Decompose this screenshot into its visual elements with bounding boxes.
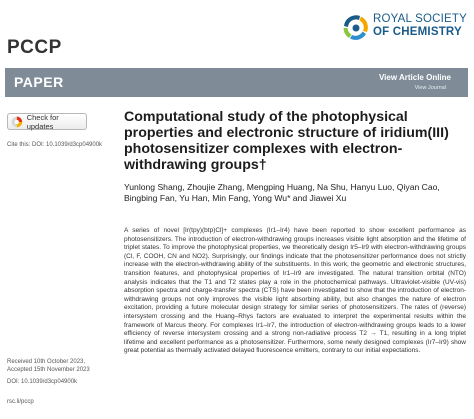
doi-text: DOI: 10.1039/d3cp04900k [7, 379, 78, 385]
author-list: Yunlong Shang, Zhoujie Zhang, Mengping Huang, Na Shu, Hanyu Luo, Qiyan Cao, Bingbing Fan, Yu Han, Min Fang, Yong Wu* and Jiawei Xu [124, 182, 440, 203]
article-title: Computational study of the photophysical properties and electronic structure of iridium(III) photosensitizer complexes with electron-withdrawing groups† [124, 109, 449, 173]
check-for-updates-button[interactable] [7, 113, 87, 130]
accepted-date: Accepted 15th November 2023 [7, 367, 90, 373]
crossmark-icon [11, 116, 23, 128]
journal-name: PCCP [7, 37, 62, 58]
article-dates [7, 358, 90, 374]
received-date: Received 10th October 2023, [7, 359, 86, 365]
publisher-line-1: ROYAL SOCIETY [373, 13, 467, 25]
article-type-label: PAPER [14, 74, 64, 90]
cite-doi: Cite this: DOI: 10.1039/d3cp04900k [7, 142, 103, 148]
journal-site-link[interactable]: rsc.li/pccp [7, 399, 34, 405]
article-type-banner [5, 68, 468, 97]
abstract-text: A series of novel [Ir(tpy)(btp)Cl]+ complexes (Ir1–Ir4) have been reported to show excellent performance as photosensitizers. The introduction of electron-withdrawing groups increases visible light absorption and the lifetime of triplet states. To improve the photophysical properties, we theoretically design Ir5–Ir9 with electron-withdrawing groups (Cl, F, COOH, CN and NO2). Surprisingly, our findings indicate that the photosensitizer performance does not strictly increase with the electron-withdrawing ability of the substituents. In this work, the geometric and electronic structures, transition features, and photophysical properties of Ir1–Ir9 are investigated. The natural transition orbital (NTO) analysis indicates that the T1 and T2 states play a role in the photochemical pathways. Ultraviolet-visible (UV-vis) absorption spectra and charge-transfer spectra (CTS) have been investigated to show that the introduction of electron-withdrawing groups not only improves the visible light absorbing ability, but also changes the nature of electron excitation, providing a future molecular design strategy for similar series of photosensitizers. The rates of (reverse) intersystem crossing and the Huang–Rhys factors are evaluated to interpret the experimental results within the framework of Marcus theory. For complexes Ir1–Ir7, the introduction of electron-withdrawing groups leads to a lower efficiency of reverse intersystem crossing and a strong non-radiative process T2 → T1, resulting in a long triplet lifetime and excellent performance as a photosensitizer. Furthermore, some newly designed complexes (Ir7–Ir9) show great potential as thermally activated delayed fluorescence emitters, contrary to our initial expectations. [124, 227, 466, 355]
view-journal-link[interactable]: View Journal [414, 85, 446, 91]
publisher-line-2: OF CHEMISTRY [373, 26, 462, 38]
check-for-updates-label: Check for updates [26, 112, 59, 131]
publisher-name [373, 13, 467, 39]
view-article-online-link[interactable]: View Article Online [378, 73, 451, 82]
